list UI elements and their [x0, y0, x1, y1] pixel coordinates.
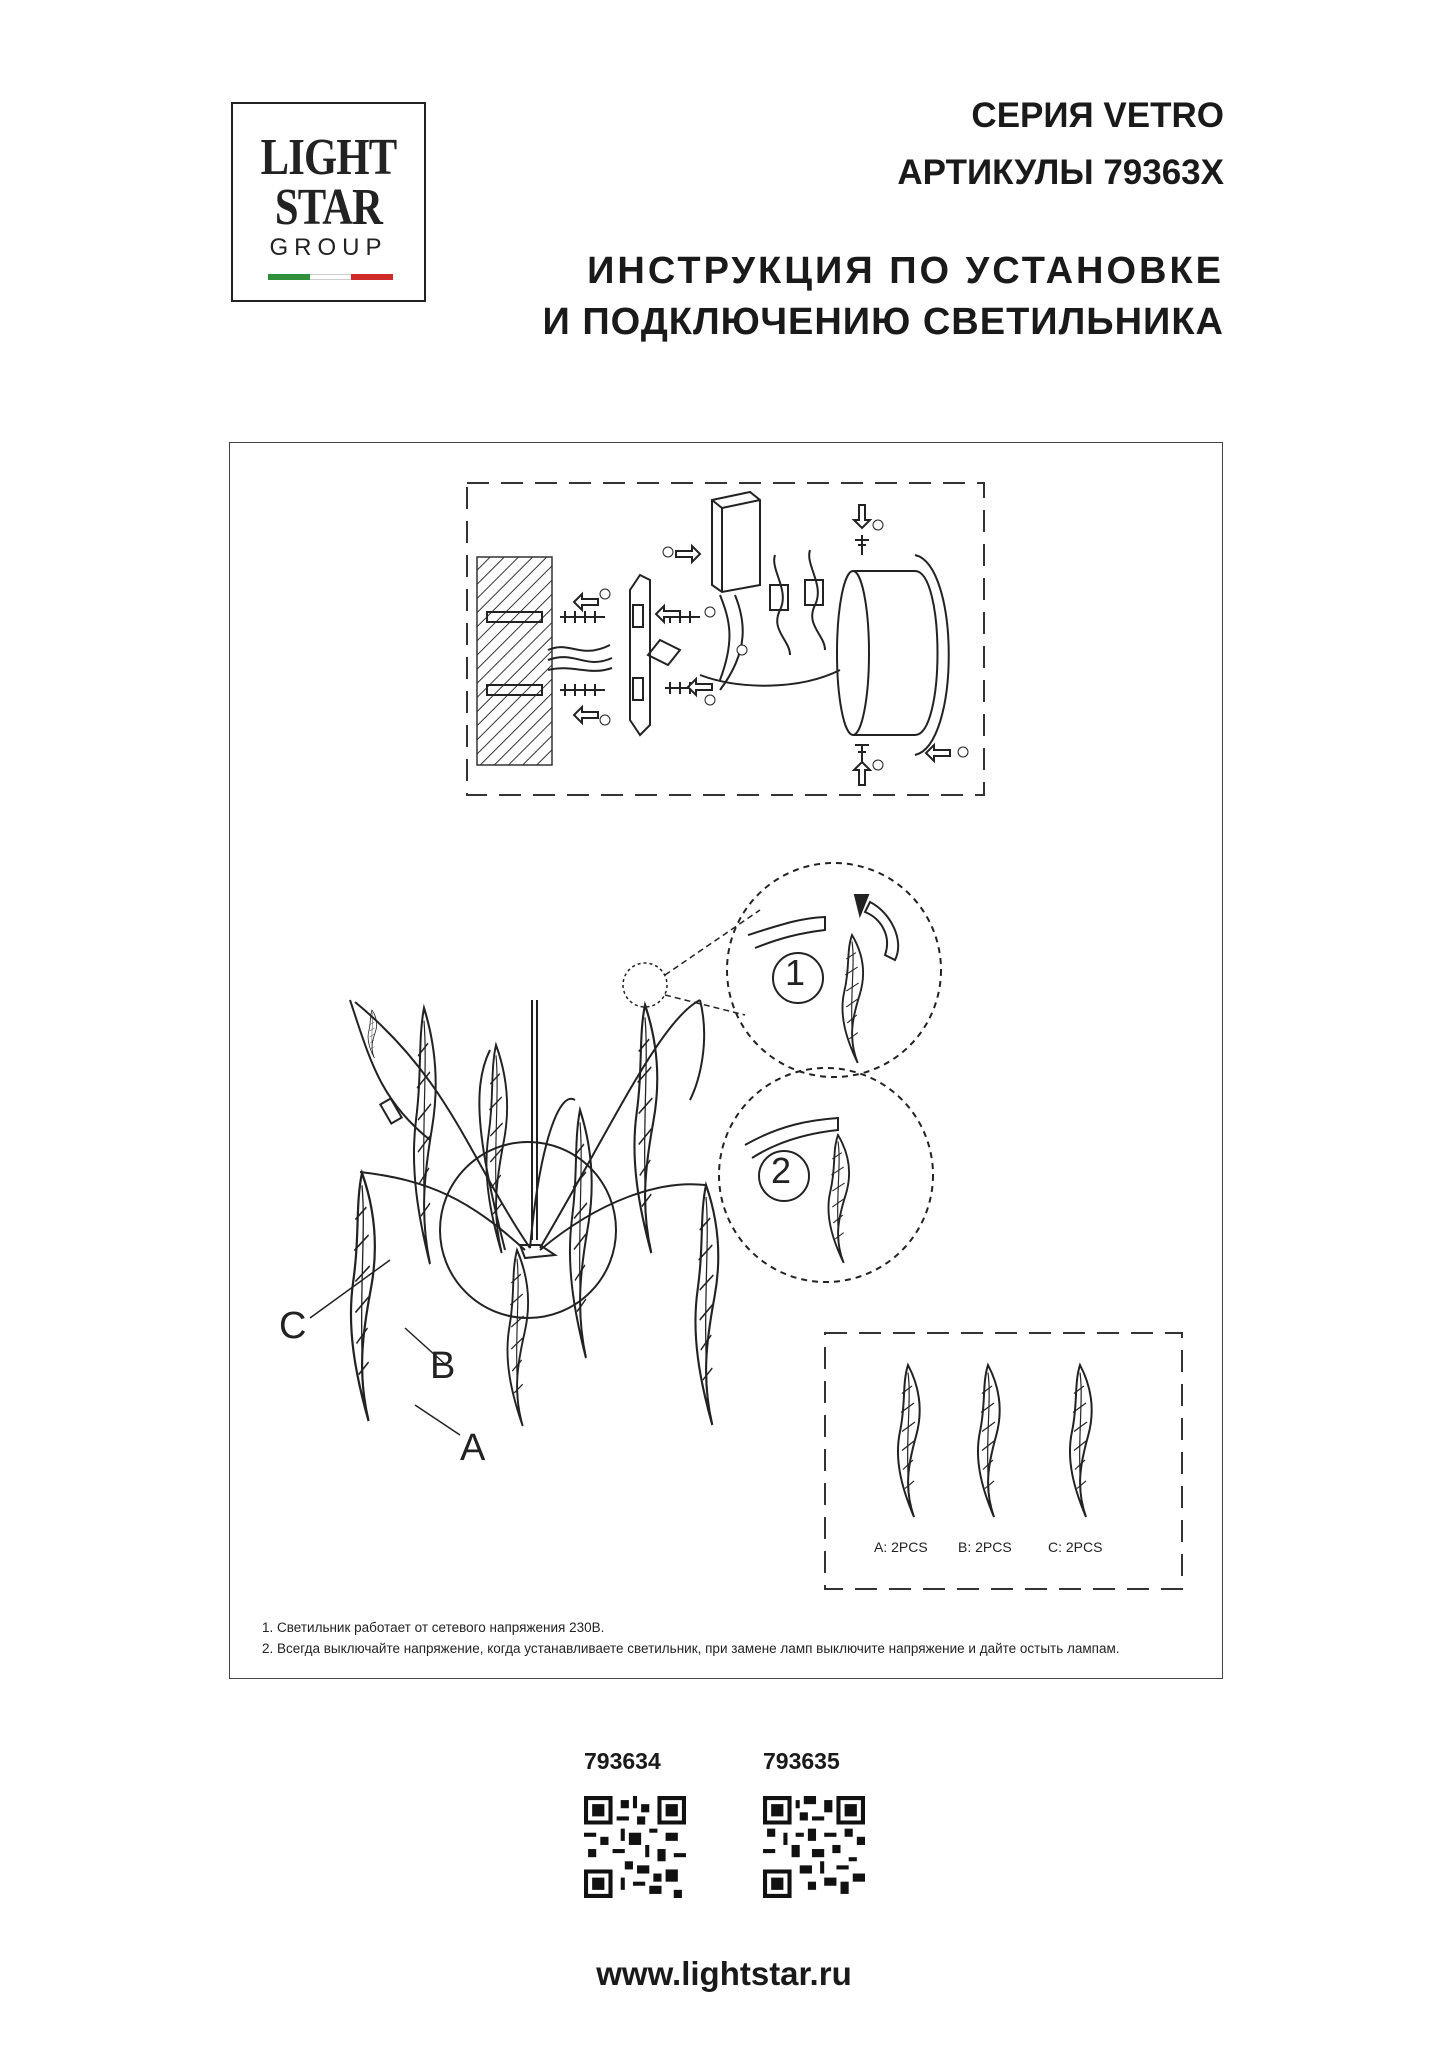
canopy	[837, 555, 949, 755]
mounting-bracket	[630, 575, 700, 735]
article-code-1: 793634	[584, 1748, 661, 1774]
detail-number-1: 1	[785, 952, 806, 993]
label-c: C	[279, 1305, 307, 1347]
wall-section	[477, 557, 552, 765]
lamp-sockets	[770, 550, 825, 655]
logo-text-group: GROUP	[269, 234, 388, 261]
series-title: СЕРИЯ VETRO	[971, 96, 1224, 135]
note-voltage: 1. Светильник работает от сетевого напряжения 230В.	[262, 1620, 605, 1635]
instruction-title-line2: И ПОДКЛЮЧЕНИЮ СВЕТИЛЬНИКА	[542, 301, 1224, 343]
detail-circle-2	[719, 1068, 933, 1282]
glass-leaves	[351, 1005, 718, 1426]
instruction-title-line1: ИНСТРУКЦИЯ ПО УСТАНОВКЕ	[587, 250, 1224, 292]
part-count-b: B: 2PCS	[958, 1539, 1012, 1555]
note-safety: 2. Всегда выключайте напряжение, когда устанавливаете светильник, при замене ламп выключите напряжение и дайте остыть лампам.	[262, 1641, 1120, 1656]
label-a: A	[460, 1427, 486, 1469]
detail-circle-1	[727, 863, 941, 1077]
leader-lines	[310, 910, 760, 1435]
logo-text-star: STAR	[274, 179, 383, 236]
article-code-2: 793635	[763, 1748, 840, 1774]
detail-number-2: 2	[771, 1150, 792, 1191]
qr-code-793635[interactable]	[763, 1796, 865, 1898]
label-b: B	[430, 1345, 456, 1387]
website-link[interactable]: www.lightstar.ru	[596, 1955, 852, 1992]
part-count-a: A: 2PCS	[874, 1539, 928, 1555]
fixing-screws	[855, 535, 869, 765]
part-count-c: C: 2PCS	[1048, 1539, 1103, 1555]
articles-title: АРТИКУЛЫ 79363X	[897, 153, 1224, 192]
chandelier-drawing	[350, 1000, 705, 1318]
qr-code-793634[interactable]	[584, 1796, 686, 1898]
logo-text-light: LIGHT	[260, 129, 397, 186]
